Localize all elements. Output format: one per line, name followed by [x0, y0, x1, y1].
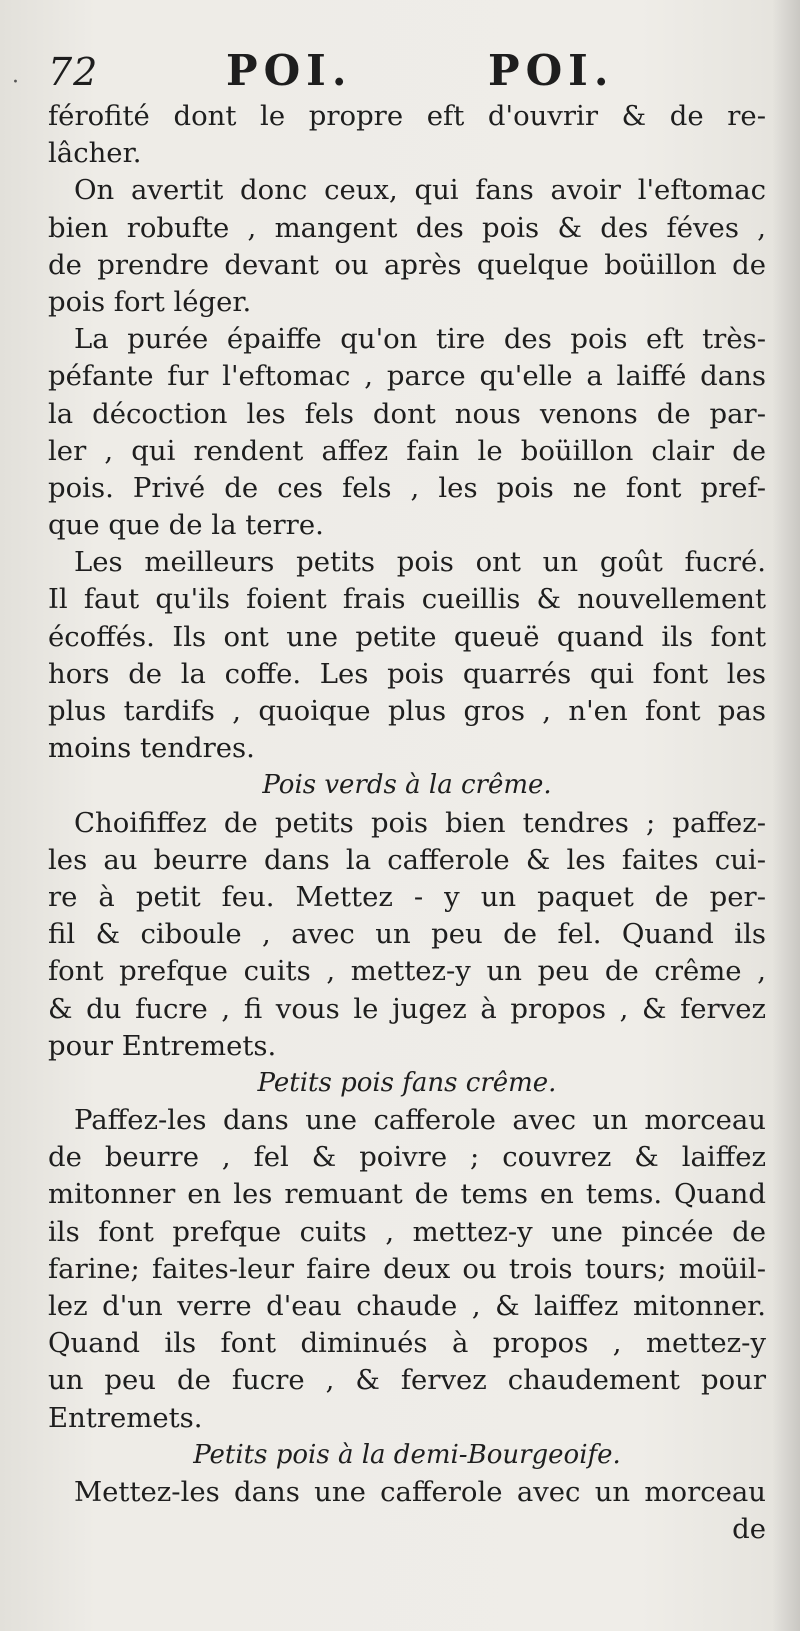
text-line: Entremets.	[48, 1401, 203, 1434]
text-line: lâcher.	[48, 137, 142, 170]
page-header	[48, 44, 768, 94]
text-line: Mettez-les dans une cafferole avec un morceau	[74, 1475, 766, 1508]
text-line: Il faut qu'ils foient frais cueillis & nouvellement	[48, 583, 766, 616]
text-line: de beurre , fel & poivre ; couvrez & laiffez	[48, 1141, 766, 1174]
recipe-heading: Petits pois à la demi-Bourgeoife.	[193, 1439, 621, 1470]
text-line: font prefque cuits , mettez-y un peu de crême ,	[48, 955, 766, 988]
text-line: hors de la coffe. Les pois quarrés qui font les	[48, 657, 766, 690]
text-line: les au beurre dans la cafferole & les faites cui-	[48, 843, 766, 876]
text-line: re à petit feu. Mettez - y un paquet de per-	[48, 880, 766, 913]
recipe-heading: Pois verds à la crême.	[262, 770, 552, 801]
text-line: lez d'un verre d'eau chaude , & laiffez mitonner.	[48, 1290, 766, 1322]
text-line: moins tendres.	[48, 732, 255, 765]
text-line: un peu de fucre , & fervez chaudement pour	[48, 1364, 766, 1397]
text-line: pois fort léger.	[48, 285, 252, 318]
text-line: la décoction les fels dont nous venons de par-	[48, 397, 766, 430]
text-line: Les meilleurs petits pois ont un goût fucré.	[74, 546, 766, 579]
text-line: pour Entremets.	[48, 1029, 277, 1062]
text-line: Choififfez de petits pois bien tendres ; paffez-	[74, 806, 766, 839]
text-line: Paffez-les dans une cafferole avec un morceau	[74, 1104, 766, 1137]
text-line: farine; faites-leur faire deux ou trois tours; moüil-	[48, 1252, 766, 1285]
text-line: de prendre devant ou après quelque boüillon de	[48, 248, 766, 281]
text-line: ils font prefque cuits , mettez-y une pincée de	[48, 1215, 766, 1248]
text-line: écoffés. Ils ont une petite queuë quand ils font	[48, 620, 766, 653]
body-text	[48, 98, 766, 1548]
catchword: de	[732, 1513, 766, 1546]
text-line: Quand ils font diminués à propos , mettez-y	[48, 1327, 766, 1360]
text-line: péfante fur l'eftomac , parce qu'elle a laiffé dans	[48, 360, 766, 393]
text-line: ler , qui rendent affez fain le boüillon clair de	[48, 434, 766, 467]
running-head-right: POI.	[488, 46, 615, 95]
margin-dot: ·	[12, 70, 19, 95]
text-line: La purée épaiffe qu'on tire des pois eft très-	[74, 323, 766, 356]
page-number: 72	[48, 50, 99, 94]
page-gutter-shadow	[772, 0, 800, 1631]
text-line: & du fucre , fi vous le jugez à propos , & fervez	[48, 992, 766, 1025]
text-line: On avertit donc ceux, qui fans avoir l'eftomac	[74, 174, 766, 207]
text-line: bien robufte , mangent des pois & des féves ,	[48, 211, 766, 244]
text-line: que que de la terre.	[48, 509, 324, 542]
text-line: pois. Privé de ces fels , les pois ne font pref-	[48, 471, 766, 504]
running-head-left: POI.	[226, 46, 353, 95]
recipe-heading: Petits pois fans crême.	[257, 1067, 557, 1098]
text-line: mitonner en les remuant de tems en tems. Quand	[48, 1178, 766, 1211]
text-line: férofité dont le propre eft d'ouvrir & de re-	[48, 100, 766, 132]
text-line: fil & ciboule , avec un peu de fel. Quand ils	[48, 918, 766, 951]
text-line: plus tardifs , quoique plus gros , n'en font pas	[48, 695, 766, 727]
